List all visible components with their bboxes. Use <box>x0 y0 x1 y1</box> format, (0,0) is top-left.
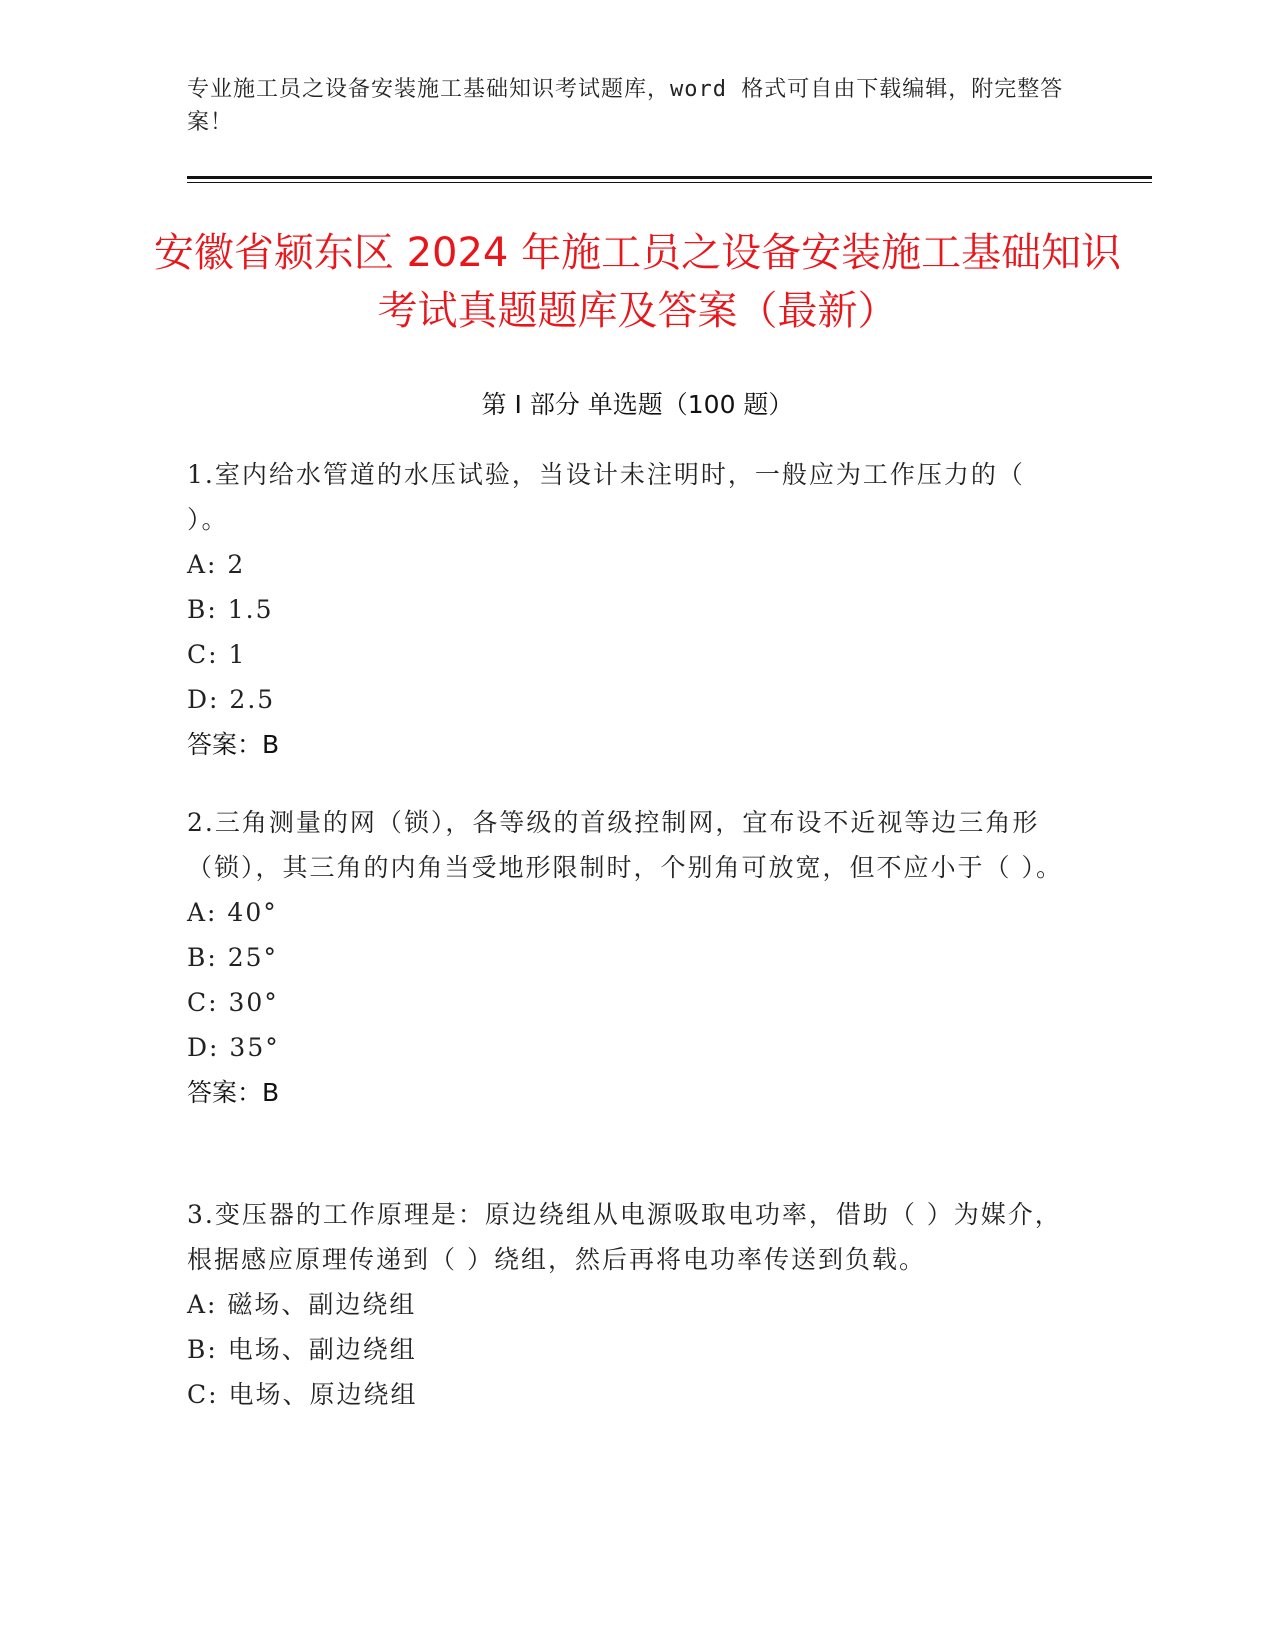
question-3 <box>187 1192 1067 1417</box>
answer: 答案：B <box>187 1078 280 1107</box>
option-a: A: 磁场、副边绕组 <box>187 1290 417 1319</box>
section-heading: 第 I 部分 单选题（100 题） <box>481 390 794 419</box>
header-divider <box>187 176 1152 179</box>
answer: 答案：B <box>187 730 280 759</box>
option-a: A: 40° <box>187 898 278 927</box>
option-c: C: 1 <box>187 640 247 669</box>
question-stem: 3.变压器的工作原理是：原边绕组从电源吸取电功率，借助（ ）为媒介，根据感应原理传递到（ ）绕组，然后再将电功率传送到负载。 <box>187 1200 1062 1274</box>
option-d: D: 35° <box>187 1033 280 1062</box>
document-title: 安徽省颍东区 2024 年施工员之设备安装施工基础知识考试真题题库及答案（最新） <box>153 230 1122 334</box>
question-2 <box>187 800 1067 1115</box>
option-b: B: 25° <box>187 943 279 972</box>
option-a: A: 2 <box>187 550 246 579</box>
option-c: C: 电场、原边绕组 <box>187 1380 418 1409</box>
question-stem: 1.室内给水管道的水压试验，当设计未注明时，一般应为工作压力的（ ）。 <box>187 460 1025 534</box>
option-c: C: 30° <box>187 988 279 1017</box>
header-divider-thin <box>187 182 1152 183</box>
option-b: B: 电场、副边绕组 <box>187 1335 417 1364</box>
option-b: B: 1.5 <box>187 595 274 624</box>
question-1 <box>187 452 1067 767</box>
option-d: D: 2.5 <box>187 685 276 714</box>
header-note: 专业施工员之设备安装施工基础知识考试题库，word 格式可自由下载编辑，附完整答案！ <box>187 77 1064 135</box>
question-stem: 2.三角测量的网（锁），各等级的首级控制网，宜布设不近视等边三角形（锁），其三角的内角当受地形限制时，个别角可放宽，但不应小于（ ）。 <box>187 808 1063 882</box>
